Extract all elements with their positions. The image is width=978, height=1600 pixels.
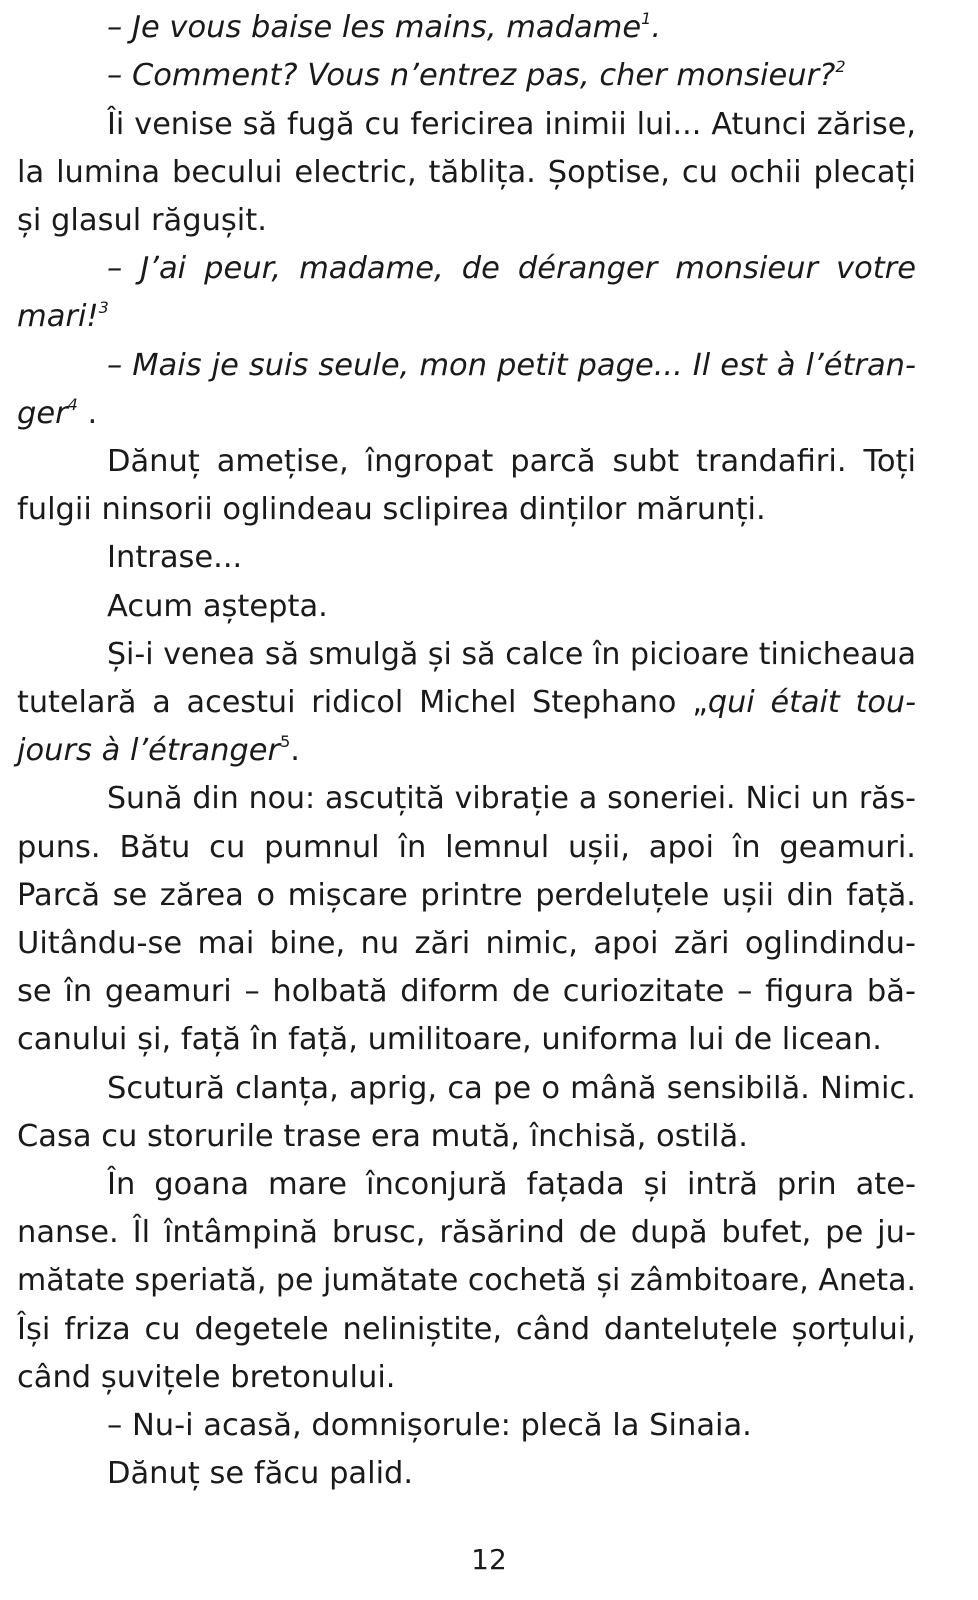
dialogue-line: – Comment? Vous n’entrez pas, cher monsieur?$^2$ <box>107 57 846 93</box>
text-line: Scutură clanța, aprig, ca pe o mână sensibilă. Nimic. <box>107 1071 916 1106</box>
text-line: Îi venise să fugă cu fericirea inimii lui... Atunci zărise, <box>107 107 916 142</box>
text-line: nanse. Îl întâmpină brusc, răsărind de după bufet, pe ju- <box>17 1215 916 1250</box>
text-line: și glasul răgușit. <box>17 203 267 238</box>
text-line: jours à l’étranger$^5$. <box>17 732 300 768</box>
footnote-marker: 4 <box>67 395 78 414</box>
text-line: Intrase... <box>107 540 243 575</box>
text-line: canului și, față în față, umilitoare, uniforma lui de licean. <box>17 1022 883 1057</box>
dialogue-line: – Nu-i acasă, domnișorule: plecă la Sinaia. <box>107 1408 752 1443</box>
dialogue-line: ger$^4$ . <box>17 395 98 431</box>
text-line: fulgii ninsorii oglindeau sclipirea dinților mărunți. <box>17 492 766 527</box>
footnote-marker: 1 <box>641 9 652 28</box>
dialogue-line: – Mais je suis seule, mon petit page... Il est à l’étran- <box>107 348 916 383</box>
text-line: Acum aștepta. <box>107 589 328 624</box>
text-line: mătate speriată, pe jumătate cochetă și zâmbitoare, Aneta. <box>17 1263 916 1298</box>
text-line: Își friza cu degetele neliniștite, când danteluțele șorțului, <box>17 1312 916 1347</box>
dialogue-line: – Je vous baise les mains, madame$^1$. <box>107 9 662 45</box>
text-line: se în geamuri – holbată diform de curiozitate – figura bă- <box>17 974 916 1009</box>
dialogue-line: – J’ai peur, madame, de déranger monsieur votre <box>107 251 916 286</box>
text-line: Uitându-se mai bine, nu zări nimic, apoi zări oglindindu- <box>17 926 916 961</box>
text-line: Sună din nou: ascuțită vibrație a soneriei. Nici un răs- <box>107 781 916 816</box>
page-number: 12 <box>471 1543 507 1576</box>
footnote-marker: 5 <box>280 732 291 751</box>
footnote-marker: 3 <box>98 298 109 317</box>
text-line: Casa cu storurile trase era mută, închisă, ostilă. <box>17 1119 748 1154</box>
text-line: Parcă se zărea o mișcare printre perdeluțele ușii din față. <box>17 878 916 913</box>
text-line: În goana mare înconjură fațada și intră prin ate- <box>107 1167 916 1202</box>
footnote-marker: 2 <box>835 57 846 76</box>
text-line: puns. Bătu cu pumnul în lemnul ușii, apoi în geamuri. <box>17 830 916 865</box>
text-line: Dănuț amețise, îngropat parcă subt trandafiri. Toți <box>107 444 916 479</box>
text-line: când șuvițele bretonului. <box>17 1360 396 1395</box>
text-line: tutelară a acestui ridicol Michel Stephano „qui était tou- <box>17 685 916 720</box>
text-line: Și-i venea să smulgă și să calce în picioare tinicheaua <box>107 637 916 672</box>
dialogue-line: mari!$^3$ <box>17 298 109 334</box>
text-line: la lumina becului electric, tăblița. Șoptise, cu ochii plecați <box>17 155 916 190</box>
text-line: Dănuț se făcu palid. <box>107 1456 414 1491</box>
